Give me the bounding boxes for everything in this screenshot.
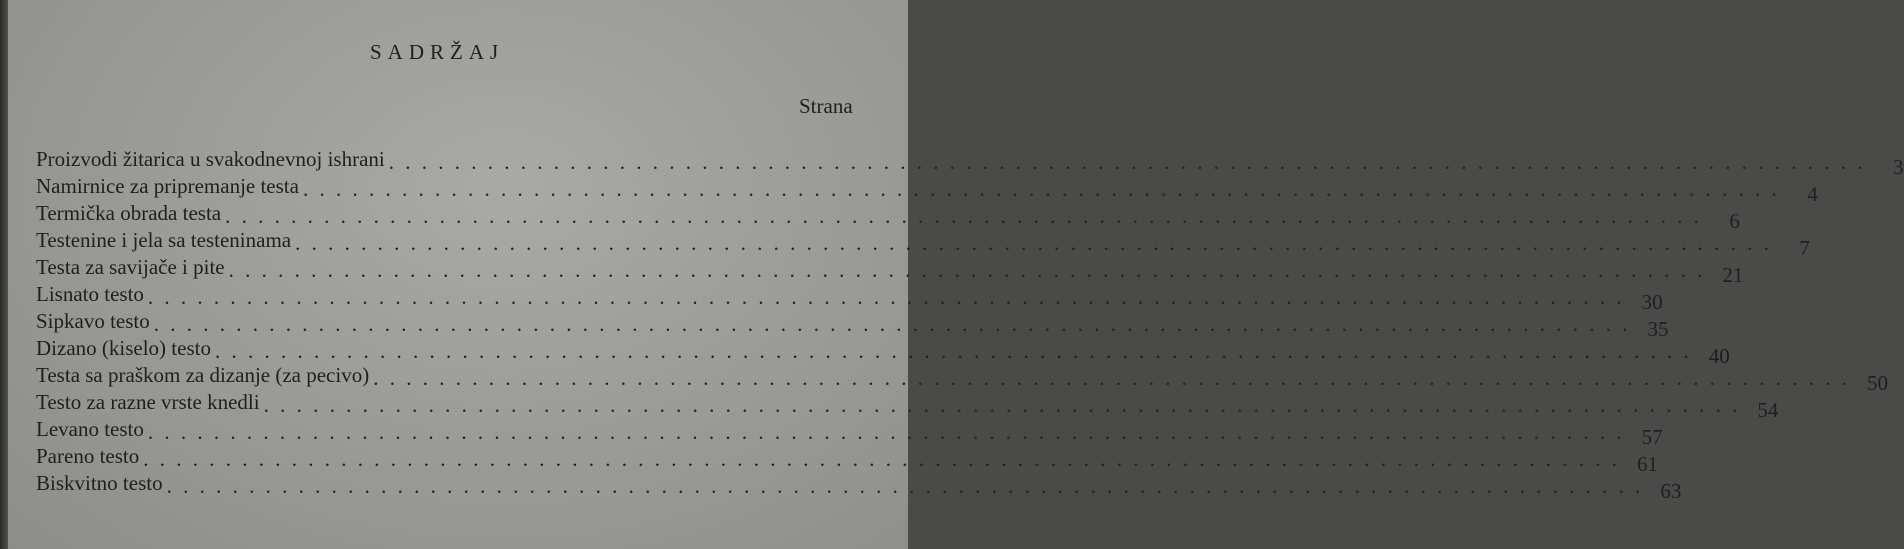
toc-entry-title: Lisnato testo [36, 282, 144, 306]
toc-entry-page: 6 [1729, 209, 1740, 233]
toc-entry [36, 308, 1669, 341]
toc-entry-title: Testo za razne vrste knedli [36, 390, 260, 414]
toc-entry-title: Pareno testo [36, 444, 140, 468]
dot-leader: . . . . . . . . . . . . . . . . . . . . . . . . . . . . . . . . . . . . . . . . . . . . . . . . . . . . . . . . . . . . . . . . . . . . . . . . . . . . . . . . . . . . . . . . . . [214, 339, 1692, 363]
toc-entry [36, 200, 1740, 233]
dot-leader: . . . . . . . . . . . . . . . . . . . . . . . . . . . . . . . . . . . . . . . . . . . . . . . . . . . . . . . . . . . . . . . . . . . . . . . . . . . . . . . . . . . . . . . . . . [147, 420, 1625, 444]
toc-entry-page: 35 [1647, 317, 1669, 341]
toc-entry-page: 54 [1757, 398, 1779, 422]
dot-leader: . . . . . . . . . . . . . . . . . . . . . . . . . . . . . . . . . . . . . . . . . . . . . . . . . . . . . . . . . . . . . . . . . . . . . . . . . . . . . . . . . . . . . . . . . . [263, 393, 1741, 417]
toc-entry-page: 30 [1641, 290, 1663, 314]
toc-entry-title: Biskvitno testo [36, 471, 163, 495]
dot-leader: . . . . . . . . . . . . . . . . . . . . . . . . . . . . . . . . . . . . . . . . . . . . . . . . . . . . . . . . . . . . . . . . . . . . . . . . . . . . . . . . . . . . . . . . . . [225, 204, 1702, 228]
toc-entry-title: Levano testo [36, 417, 144, 441]
toc-entry [36, 416, 1663, 449]
toc-entry-page: 21 [1722, 263, 1744, 287]
toc-entry-title: Proizvodi žitarica u svakodnevnoj ishrani [36, 147, 385, 171]
toc-entry-title: Termička obrada testa [36, 201, 222, 225]
toc-entry [36, 443, 1658, 476]
toc-entry [36, 227, 1810, 260]
toc-entry-page: 61 [1636, 452, 1658, 476]
toc-entry-page: 4 [1807, 182, 1818, 206]
toc-entry [36, 173, 1818, 206]
dot-leader: . . . . . . . . . . . . . . . . . . . . . . . . . . . . . . . . . . . . . . . . . . . . . . . . . . . . . . . . . . . . . . . . . . . . . . . . . . . . . . . . . . . . . . . . . . [388, 150, 1866, 174]
dot-leader: . . . . . . . . . . . . . . . . . . . . . . . . . . . . . . . . . . . . . . . . . . . . . . . . . . . . . . . . . . . . . . . . . . . . . . . . . . . . . . . . . . . . . . . . . . [373, 366, 1850, 390]
toc-entry [36, 281, 1663, 314]
toc-entry-page: 63 [1660, 479, 1682, 503]
toc-entry-page: 50 [1866, 371, 1888, 395]
table-of-contents [36, 146, 1904, 503]
dot-leader: . . . . . . . . . . . . . . . . . . . . . . . . . . . . . . . . . . . . . . . . . . . . . . . . . . . . . . . . . . . . . . . . . . . . . . . . . . . . . . . . . . . . . . . . . . [143, 447, 1620, 471]
page-heading: SADRŽAJ [370, 40, 505, 64]
toc-entry [36, 470, 1682, 503]
toc-entry-title: Dizano (kiselo) testo [36, 336, 211, 360]
dot-leader: . . . . . . . . . . . . . . . . . . . . . . . . . . . . . . . . . . . . . . . . . . . . . . . . . . . . . . . . . . . . . . . . . . . . . . . . . . . . . . . . . . . . . . . . . . [166, 474, 1644, 498]
toc-entry-title: Testa za savijače i pite [36, 255, 225, 279]
toc-entry-title: Testa sa praškom za dizanje (za pecivo) [36, 363, 370, 387]
toc-entry [36, 146, 1904, 179]
toc-entry-title: Sipkavo testo [36, 309, 150, 333]
dot-leader: . . . . . . . . . . . . . . . . . . . . . . . . . . . . . . . . . . . . . . . . . . . . . . . . . . . . . . . . . . . . . . . . . . . . . . . . . . . . . . . . . . . . . . . . . . [228, 258, 1706, 282]
toc-entry [36, 389, 1779, 422]
dot-leader: . . . . . . . . . . . . . . . . . . . . . . . . . . . . . . . . . . . . . . . . . . . . . . . . . . . . . . . . . . . . . . . . . . . . . . . . . . . . . . . . . . . . . . . . . . [153, 312, 1631, 336]
dot-leader: . . . . . . . . . . . . . . . . . . . . . . . . . . . . . . . . . . . . . . . . . . . . . . . . . . . . . . . . . . . . . . . . . . . . . . . . . . . . . . . . . . . . . . . . . . [147, 285, 1625, 309]
toc-entry [36, 254, 1744, 287]
page-column-label: Strana [799, 94, 853, 118]
toc-entry-page: 3 [1893, 155, 1904, 179]
toc-entry-title: Namirnice za pripremanje testa [36, 174, 299, 198]
toc-entry [36, 335, 1730, 368]
dot-leader: . . . . . . . . . . . . . . . . . . . . . . . . . . . . . . . . . . . . . . . . . . . . . . . . . . . . . . . . . . . . . . . . . . . . . . . . . . . . . . . . . . . . . . . . . . [295, 231, 1772, 255]
toc-entry-page: 40 [1708, 344, 1730, 368]
toc-entry-page: 7 [1799, 236, 1810, 260]
toc-entry [36, 362, 1888, 395]
toc-entry-title: Testenine i jela sa testeninama [36, 228, 292, 252]
dot-leader: . . . . . . . . . . . . . . . . . . . . . . . . . . . . . . . . . . . . . . . . . . . . . . . . . . . . . . . . . . . . . . . . . . . . . . . . . . . . . . . . . . . . . . . . . . [302, 177, 1780, 201]
book-page [8, 0, 1904, 549]
toc-entry-page: 57 [1641, 425, 1663, 449]
